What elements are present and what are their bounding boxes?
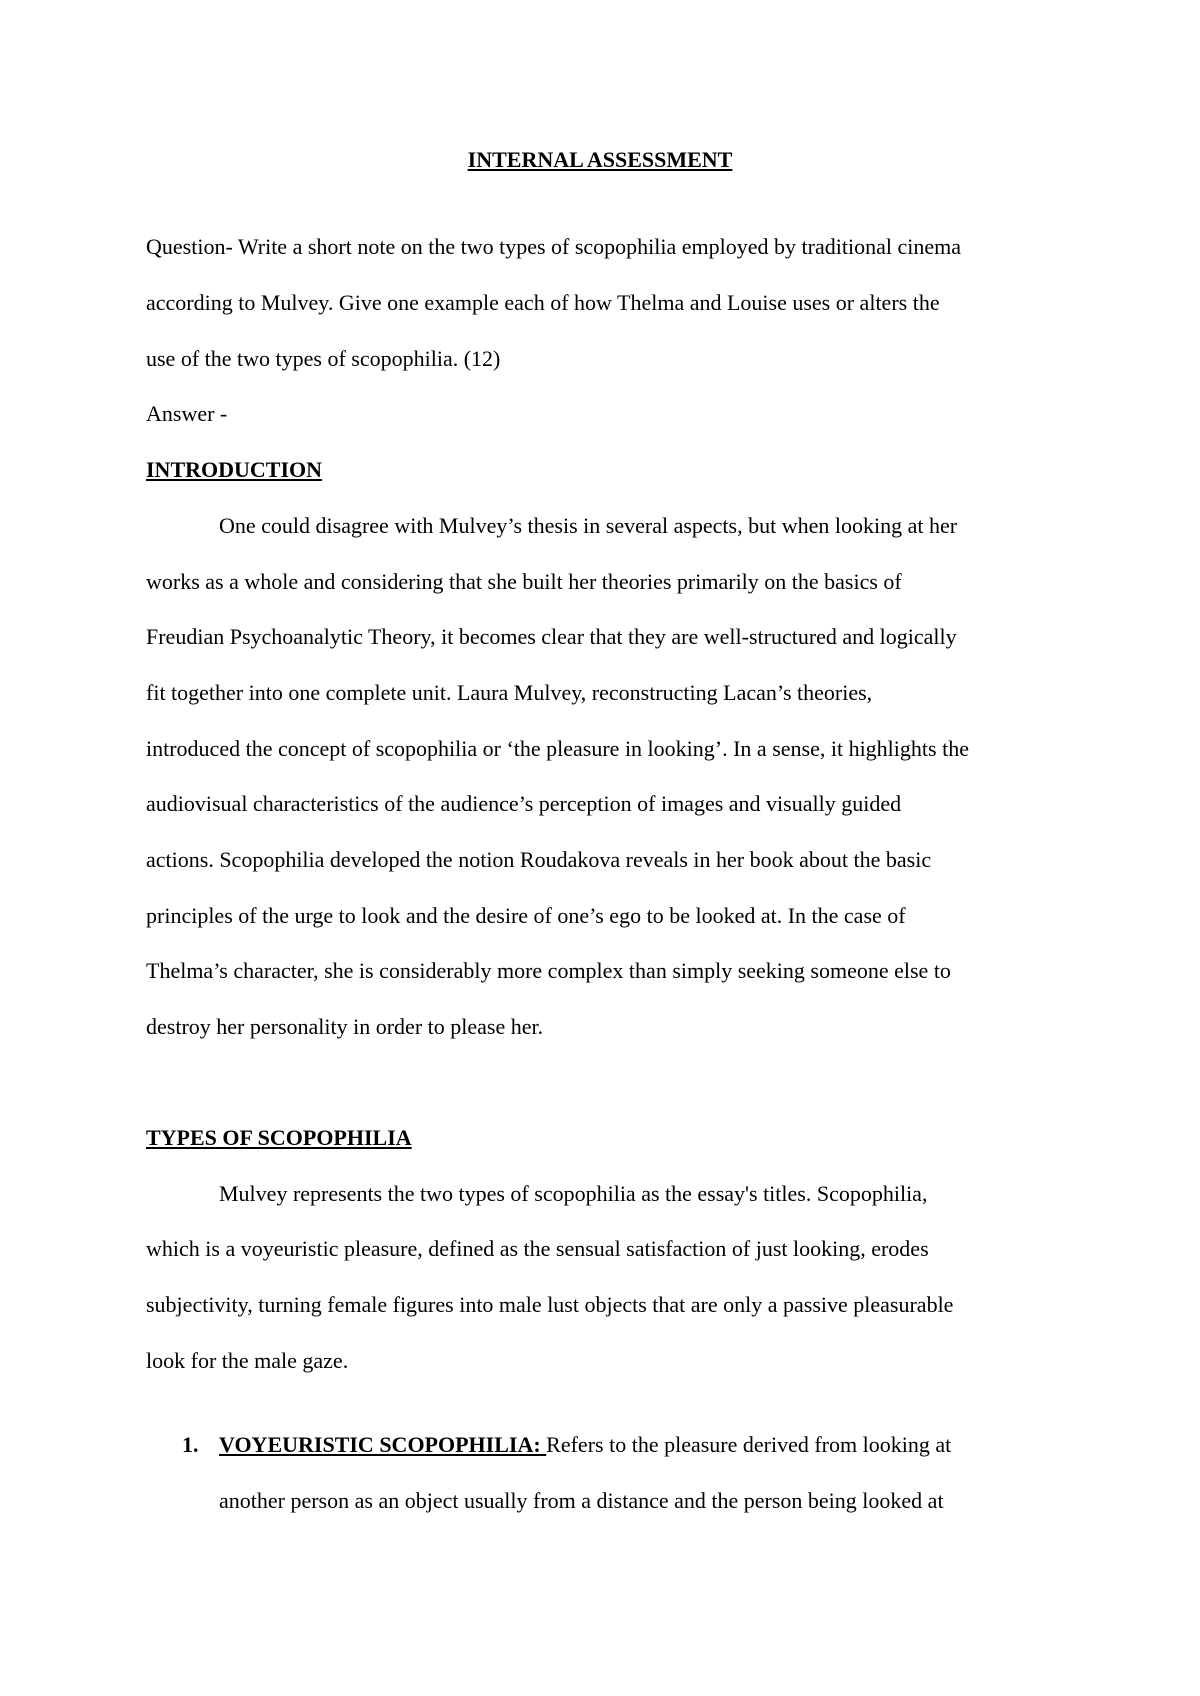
list-item-1-line-1	[219, 1434, 951, 1456]
types-heading: TYPES OF SCOPOPHILIA	[146, 1125, 412, 1150]
question-line-3: use of the two types of scopophilia. (12)	[146, 346, 501, 371]
answer-label: Answer -	[146, 401, 228, 426]
types-line-1: Mulvey represents the two types of scopophilia as the essay's titles. Scopophilia,	[219, 1181, 928, 1206]
intro-line-9: Thelma’s character, she is considerably more complex than simply seeking someone else to	[146, 958, 951, 983]
intro-line-1: One could disagree with Mulvey’s thesis in several aspects, but when looking at her	[219, 513, 958, 538]
intro-line-6: audiovisual characteristics of the audience’s perception of images and visually guided	[146, 791, 902, 816]
types-line-4: look for the male gaze.	[146, 1348, 349, 1373]
intro-line-4: fit together into one complete unit. Laura Mulvey, reconstructing Lacan’s theories,	[146, 680, 873, 705]
intro-line-5: introduced the concept of scopophilia or ‘the pleasure in looking’. In a sense, it highlights the	[146, 736, 969, 761]
list-number-1: 1.	[182, 1432, 199, 1457]
types-line-2: which is a voyeuristic pleasure, defined as the sensual satisfaction of just looking, erodes	[146, 1236, 929, 1261]
intro-line-3: Freudian Psychoanalytic Theory, it becomes clear that they are well-structured and logically	[146, 624, 957, 649]
intro-line-7: actions. Scopophilia developed the notion Roudakova reveals in her book about the basic	[146, 847, 932, 872]
question-line-2: according to Mulvey. Give one example each of how Thelma and Louise uses or alters the	[146, 290, 940, 315]
intro-line-10: destroy her personality in order to please her.	[146, 1014, 544, 1039]
list-item-1-label: VOYEURISTIC SCOPOPHILIA:	[219, 1432, 547, 1457]
question-line-1: Question- Write a short note on the two types of scopophilia employed by traditional cinema	[146, 234, 961, 259]
types-line-3: subjectivity, turning female figures into male lust objects that are only a passive pleasurable	[146, 1292, 954, 1317]
intro-heading: INTRODUCTION	[146, 457, 323, 482]
intro-line-8: principles of the urge to look and the desire of one’s ego to be looked at. In the case of	[146, 903, 906, 928]
list-item-1-text-first: Refers to the pleasure derived from looking at	[546, 1432, 952, 1457]
intro-line-2: works as a whole and considering that she built her theories primarily on the basics of	[146, 569, 902, 594]
document-title: INTERNAL ASSESSMENT	[467, 147, 733, 172]
list-item-1-line-2: another person as an object usually from a distance and the person being looked at	[219, 1488, 944, 1513]
